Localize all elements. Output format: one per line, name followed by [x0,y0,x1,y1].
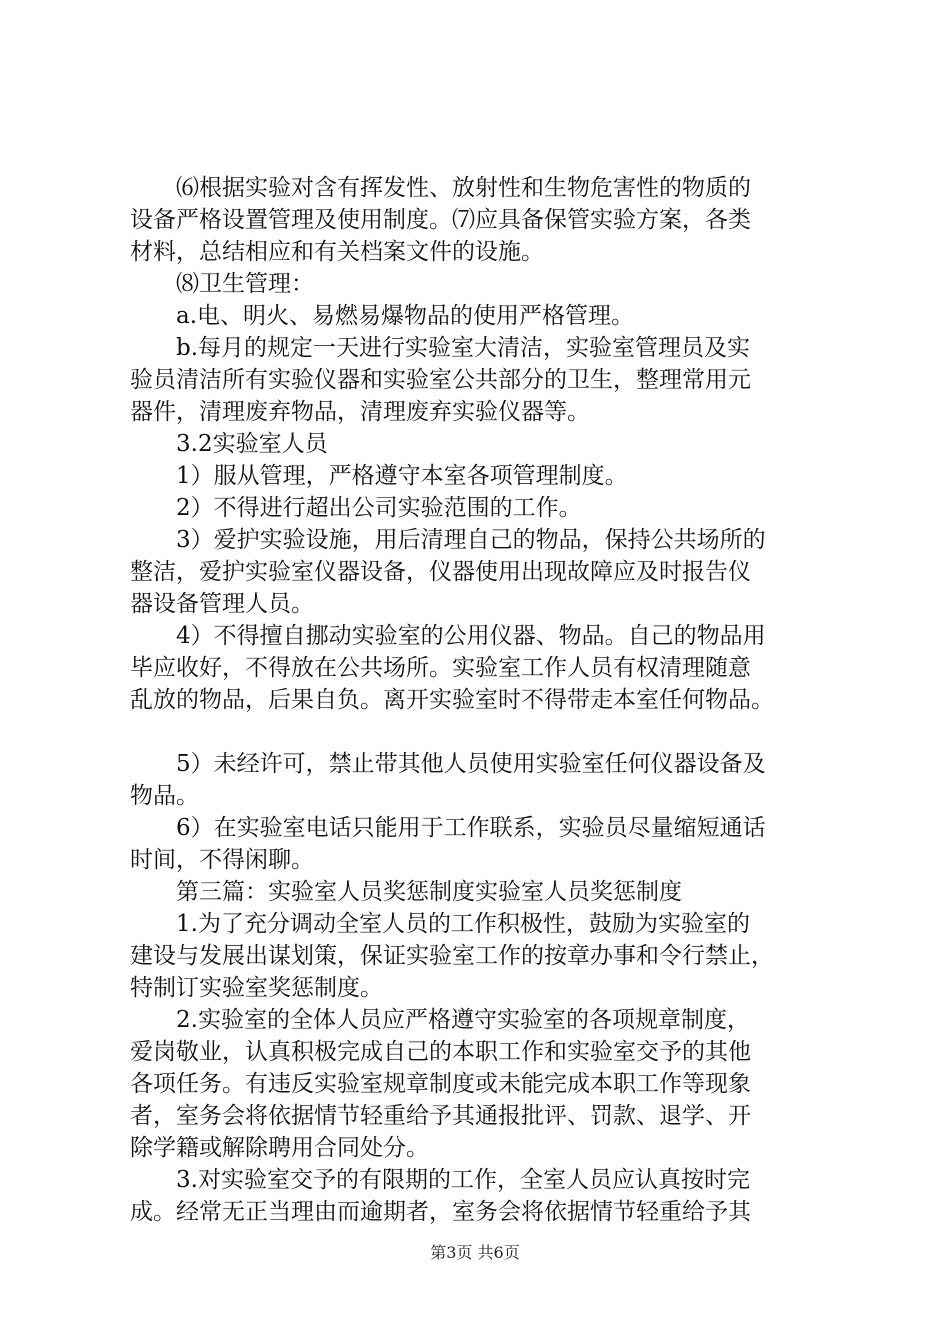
staff-rule-3-line-1: 3）爱护实验设施，用后清理自己的物品，保持公共场所的 [176,527,766,553]
reward-rule-1-line-1: 1.为了充分调动全室人员的工作积极性，鼓励为实验室的 [176,911,750,937]
staff-rule-3-line-3: 器设备管理人员。 [130,591,314,617]
staff-rule-5-line-1: 5）未经许可，禁止带其他人员使用实验室任何仪器设备及 [176,751,766,777]
staff-rule-3-line-2: 整洁，爱护实验室仪器设备，仪器使用出现故障应及时报告仪 [130,559,751,585]
staff-rule-6-line-1: 6）在实验室电话只能用于工作联系，实验员尽量缩短通话 [176,815,766,841]
page-footer: 第3页 共6页 [430,1243,520,1262]
staff-rule-5-line-2: 物品。 [130,783,199,809]
staff-rule-1: 1）服从管理，严格遵守本室各项管理制度。 [176,463,628,489]
staff-rule-4-line-1: 4）不得擅自挪动实验室的公用仪器、物品。自己的物品用 [176,623,766,649]
hygiene-item-b-line-2: 验员清洁所有实验仪器和实验室公共部分的卫生，整理常用元 [130,367,751,393]
paragraph-6-line-2: 设备严格设置管理及使用制度。⑺应具备保管实验方案，各类 [130,207,751,233]
reward-rule-3-line-1: 3.对实验室交予的有限期的工作，全室人员应认真按时完 [176,1167,750,1193]
document-body [130,172,834,1228]
hygiene-item-b-line-1: b.每月的规定一天进行实验室大清洁，实验室管理员及实 [176,335,751,361]
hygiene-heading: ⑻卫生管理： [176,271,314,297]
reward-rule-1-line-3: 特制订实验室奖惩制度。 [130,975,383,1001]
reward-rule-1-line-2: 建设与发展出谋划策，保证实验室工作的按章办事和令行禁止， [130,943,774,969]
staff-rule-6-line-2: 时间，不得闲聊。 [130,847,314,873]
paragraph-6-line-3: 材料，总结相应和有关档案文件的设施。 [130,239,544,265]
staff-rule-2: 2）不得进行超出公司实验范围的工作。 [176,495,582,521]
hygiene-item-a: a.电、明火、易燃易爆物品的使用严格管理。 [176,303,635,329]
reward-rule-2-line-3: 各项任务。有违反实验室规章制度或未能完成本职工作等现象 [130,1071,751,1097]
reward-rule-2-line-1: 2.实验室的全体人员应严格遵守实验室的各项规章制度， [176,1007,750,1033]
chapter-3-heading: 第三篇：实验室人员奖惩制度实验室人员奖惩制度 [176,879,682,905]
staff-rule-4-line-3: 乱放的物品，后果自负。离开实验室时不得带走本室任何物品。 [130,687,774,713]
paragraph-6-line-1: ⑹根据实验对含有挥发性、放射性和生物危害性的物质的 [176,175,751,201]
reward-rule-2-line-4: 者，室务会将依据情节轻重给予其通报批评、罚款、退学、开 [130,1103,751,1129]
reward-rule-2-line-2: 爱岗敬业，认真积极完成自己的本职工作和实验室交予的其他 [130,1039,751,1065]
paragraph-spacer [130,716,834,748]
reward-rule-2-line-5: 除学籍或解除聘用合同处分。 [130,1135,429,1161]
reward-rule-3-line-2: 成。经常无正当理由而逾期者，室务会将依据情节轻重给予其 [130,1199,751,1225]
hygiene-item-b-line-3: 器件，清理废弃物品，清理废弃实验仪器等。 [130,399,590,425]
staff-rule-4-line-2: 毕应收好，不得放在公共场所。实验室工作人员有权清理随意 [130,655,751,681]
section-3-2-heading: 3.2实验室人员 [176,431,328,457]
